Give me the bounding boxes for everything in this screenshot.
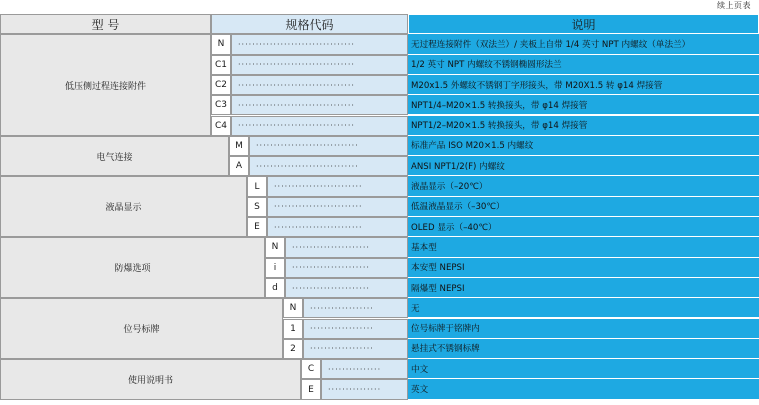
leader-dots: ··················	[303, 339, 408, 359]
group-label: 防爆选项	[0, 237, 265, 298]
leader-dots: ·························	[267, 176, 408, 196]
description-cell: OLED 显示（–40℃）	[408, 217, 759, 237]
leader-dots: ·································	[231, 95, 408, 115]
code-cell: N	[283, 298, 303, 318]
code-cell: C1	[211, 55, 231, 75]
continued-note: 续上页表	[717, 1, 751, 10]
code-cell: A	[229, 156, 249, 176]
code-cell: C4	[211, 116, 231, 136]
leader-dots: ·································	[231, 34, 408, 54]
leader-dots: ···············	[321, 379, 408, 399]
description-cell: 悬挂式不锈钢标牌	[408, 339, 759, 359]
description-cell: 无	[408, 298, 759, 318]
code-cell: C	[301, 359, 321, 379]
code-cell: i	[265, 258, 285, 278]
group-label: 使用说明书	[0, 359, 301, 400]
code-cell: L	[247, 176, 267, 196]
leader-dots: ·································	[231, 116, 408, 136]
description-cell: 无过程连接附件（双法兰）/ 夹板上自带 1/4 英寸 NPT 内螺纹（单法兰）	[408, 34, 759, 54]
description-cell: 隔爆型 NEPSI	[408, 278, 759, 298]
code-cell: N	[211, 34, 231, 54]
code-cell: S	[247, 197, 267, 217]
leader-dots: ··················	[303, 319, 408, 339]
description-cell: 低温液晶显示（–30℃）	[408, 197, 759, 217]
leader-dots: ·····························	[249, 136, 408, 156]
header-description: 说明	[408, 14, 759, 34]
code-cell: E	[301, 379, 321, 399]
code-cell: E	[247, 217, 267, 237]
leader-dots: ··················	[303, 298, 408, 318]
header-code: 规格代码	[211, 14, 408, 34]
leader-dots: ······················	[285, 278, 408, 298]
code-cell: C2	[211, 75, 231, 95]
group-label: 液晶显示	[0, 176, 247, 237]
description-cell: 本安型 NEPSI	[408, 258, 759, 278]
leader-dots: ···············	[321, 359, 408, 379]
code-cell: C3	[211, 95, 231, 115]
description-cell: 位号标牌于铭牌内	[408, 319, 759, 339]
description-cell: 英文	[408, 379, 759, 399]
leader-dots: ·································	[231, 75, 408, 95]
group-label: 位号标牌	[0, 298, 283, 359]
header-model: 型 号	[0, 14, 211, 34]
leader-dots: ······················	[285, 258, 408, 278]
code-cell: 2	[283, 339, 303, 359]
group-label: 低压侧过程连接附件	[0, 34, 211, 136]
code-cell: N	[265, 237, 285, 257]
code-cell: 1	[283, 319, 303, 339]
code-cell: d	[265, 278, 285, 298]
description-cell: NPT1/2–M20×1.5 转换接头，带 φ14 焊接管	[408, 116, 759, 136]
leader-dots: ·····························	[249, 156, 408, 176]
leader-dots: ·························	[267, 217, 408, 237]
description-cell: ANSI NPT1/2(F) 内螺纹	[408, 156, 759, 176]
description-cell: 中文	[408, 359, 759, 379]
description-cell: M20x1.5 外螺纹不锈钢丁字形接头，带 M20X1.5 转 φ14 焊接管	[408, 75, 759, 95]
group-label: 电气连接	[0, 136, 229, 177]
description-cell: 液晶显示（–20℃）	[408, 176, 759, 196]
description-cell: 标准产品 ISO M20×1.5 内螺纹	[408, 136, 759, 156]
leader-dots: ·························	[267, 197, 408, 217]
description-cell: 1/2 英寸 NPT 内螺纹不锈钢椭圆形法兰	[408, 55, 759, 75]
description-cell: 基本型	[408, 237, 759, 257]
code-cell: M	[229, 136, 249, 156]
leader-dots: ······················	[285, 237, 408, 257]
leader-dots: ·································	[231, 55, 408, 75]
description-cell: NPT1/4–M20×1.5 转换接头，带 φ14 焊接管	[408, 95, 759, 115]
